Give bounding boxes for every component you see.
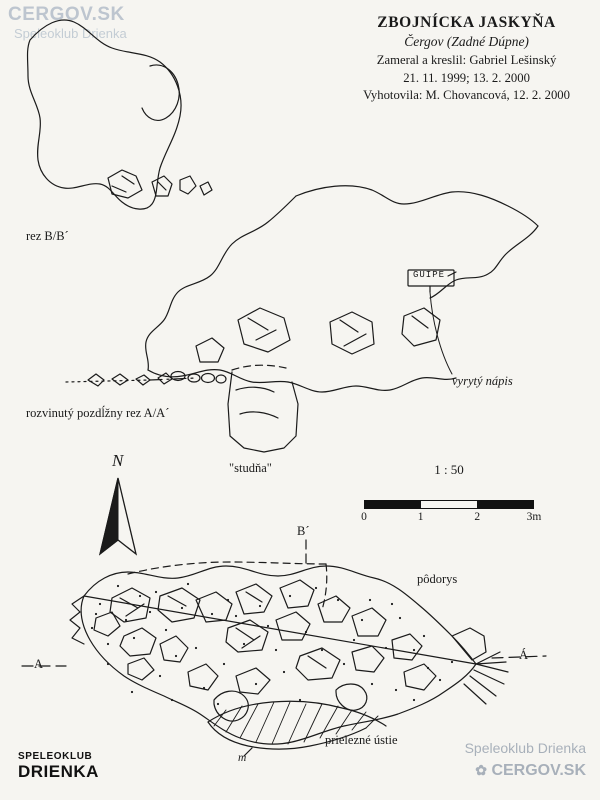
page-subtitle: Čergov (Zadné Dúpne) xyxy=(404,34,529,50)
credit-dates: 21. 11. 1999; 13. 2. 2000 xyxy=(403,70,530,85)
label-inscription: vyrytý nápis xyxy=(452,374,513,388)
marker-a-right: Á xyxy=(519,648,529,662)
scale-tick: 2 xyxy=(474,511,481,523)
watermark-top-secondary: Speleoklub Drienka xyxy=(14,26,127,41)
watermark-top-primary: CERGOV.SK xyxy=(8,4,125,25)
watermark-bottom-secondary: Speleoklub Drienka xyxy=(464,740,586,756)
label-studna: "studňa" xyxy=(229,461,272,475)
marker-b-prime: B´ xyxy=(297,524,310,538)
label-section-bb: rez B/B´ xyxy=(26,229,69,243)
label-entrance: prielezné ústie xyxy=(325,733,398,747)
watermark-bottom-text: CERGOV.SK xyxy=(491,762,586,779)
scale-tick: 3m xyxy=(526,511,542,523)
logo-line-2: DRIENKA xyxy=(18,762,99,782)
credit-survey: Zameral a kreslil: Gabriel Lešinský xyxy=(376,53,557,67)
north-letter: N xyxy=(112,451,124,470)
credit-drawn: Vyhotovila: M. Chovancová, 12. 2. 2000 xyxy=(363,88,570,103)
page-title: ZBOJNÍCKA JASKYŇA xyxy=(377,14,556,31)
scale-tick-labels xyxy=(361,509,542,525)
scale-bar xyxy=(361,462,542,525)
scale-tick: 0 xyxy=(361,511,367,523)
marker-m: m xyxy=(238,752,247,764)
flower-icon: ✿ xyxy=(475,762,487,778)
scale-ratio: 1 : 50 xyxy=(434,462,464,477)
speleoklub-logo xyxy=(18,751,99,782)
label-section-aa: rozvinutý pozdĺžny rez A/A´ xyxy=(26,406,170,420)
inscription-text: GUIPE xyxy=(413,270,446,280)
marker-a-left: A xyxy=(34,657,44,671)
scale-segment xyxy=(478,501,533,508)
scale-segment xyxy=(365,501,421,508)
scale-tick: 1 xyxy=(417,511,424,523)
scale-bar-graphic xyxy=(364,500,534,509)
scale-segment xyxy=(421,501,477,508)
label-plan: pôdorys xyxy=(417,572,458,586)
north-arrow xyxy=(86,451,156,560)
logo-line-1: SPELEOKLUB xyxy=(18,750,93,762)
